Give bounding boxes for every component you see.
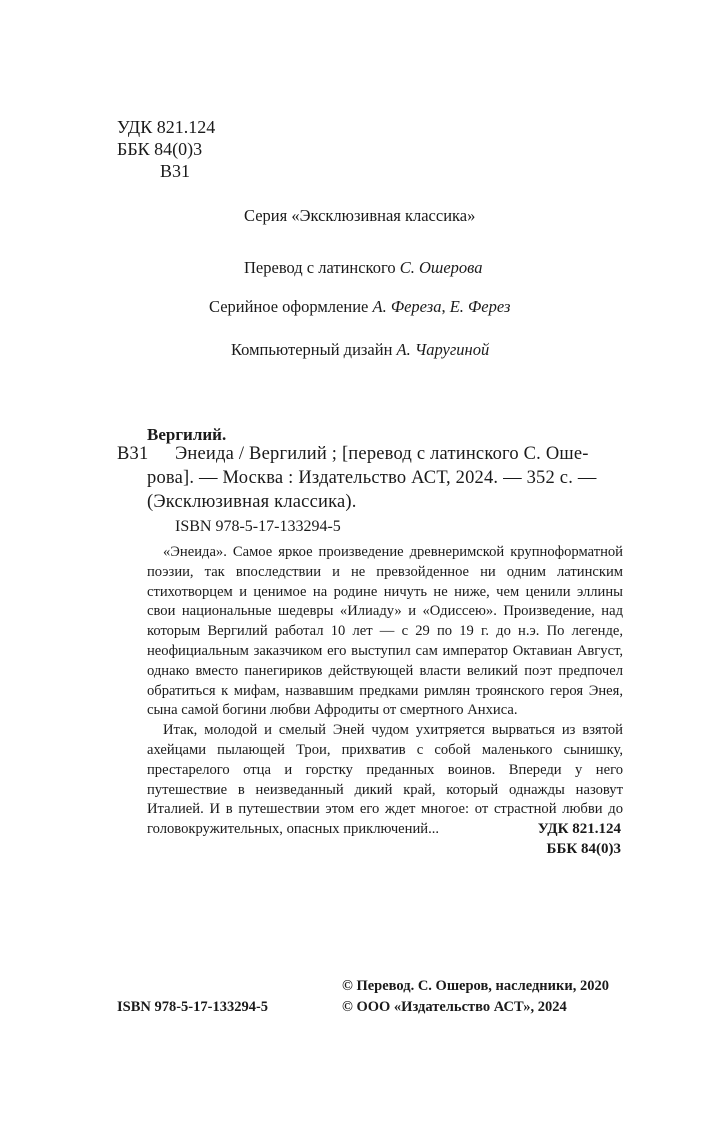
author-heading: Вергилий.: [147, 425, 227, 444]
bibliographic-code: В31: [117, 444, 149, 464]
annotation: [147, 543, 623, 840]
footer-isbn: ISBN 978-5-17-133294-5: [117, 999, 269, 1015]
translation-credit: [244, 258, 482, 278]
translator-name: С. Ошерова: [399, 258, 483, 277]
computer-designer-name: А. Чаругиной: [396, 340, 490, 359]
bbk-code-bottom: ББК 84(0)3: [546, 841, 621, 857]
computer-design-prefix: Компьютерный дизайн: [231, 340, 397, 359]
copyright-translation: © Перевод. С. Ошеров, наследники, 2020: [342, 978, 609, 994]
bibliographic-line-2: рова]. — Москва : Издательство АСТ, 2024. — 352 с. —: [147, 468, 597, 488]
series-credit: Серия «Эксклюзивная классика»: [244, 206, 476, 225]
bbk-code: ББК 84(0)3: [117, 139, 203, 159]
udk-code-bottom: УДК 821.124: [537, 821, 621, 837]
design-separator: ,: [441, 297, 450, 316]
computer-design-credit: [231, 340, 489, 360]
bibliographic-line-1: Энеида / Вергилий ; [перевод с латинского С. Оше-: [175, 444, 589, 464]
annotation-paragraph-1: «Энеида». Самое яркое произведение древнеримской крупноформатной поэзии, так впоследствии и не превзойденное ни одним латинским стихотворцем и ценимое на родине ничуть не ниже, чем ценили эллины свои национальные шедевры «Илиаду» и «Одиссею». Произведение, над которым Вергилий работал 10 лет — с 29 по 19 г. до н.э. По легенде, неофициальным заказчиком его выступил сам император Октавиан Август, однако вместо панегириков действующей власти великий поэт предпочел обратиться к мифам, назвавшим предками римлян троянского героя Энея, сына самой богини любви Афродиты от смертного Анхиса.: [147, 544, 623, 719]
design-credit: [209, 297, 510, 317]
copyright-publisher: © ООО «Издательство АСТ», 2024: [342, 999, 567, 1015]
designer-name-1: А. Фереза: [372, 297, 442, 316]
udk-code: УДК 821.124: [117, 117, 216, 137]
bibliographic-line-3: (Эксклюзивная классика).: [147, 492, 357, 512]
designer-name-2: Е. Ферез: [449, 297, 511, 316]
bibliographic-isbn: ISBN 978-5-17-133294-5: [175, 518, 341, 535]
translation-prefix: Перевод с латинского: [244, 258, 400, 277]
design-prefix: Серийное оформление: [209, 297, 373, 316]
author-mark: В31: [160, 161, 191, 181]
annotation-paragraph-2: Итак, молодой и смелый Эней чудом ухитряется вырваться из взятой ахейцами пылающей Трои, прихватив с собой маленького сынишку, престарелого отца и горстку преданных воинов. Впереди у него путешествие в неизведанный дикий край, который однажды назовут Италией. И в путешествии этом его ждет многое: от страстной любви до головокружительных, опасных приключений...: [147, 722, 623, 838]
